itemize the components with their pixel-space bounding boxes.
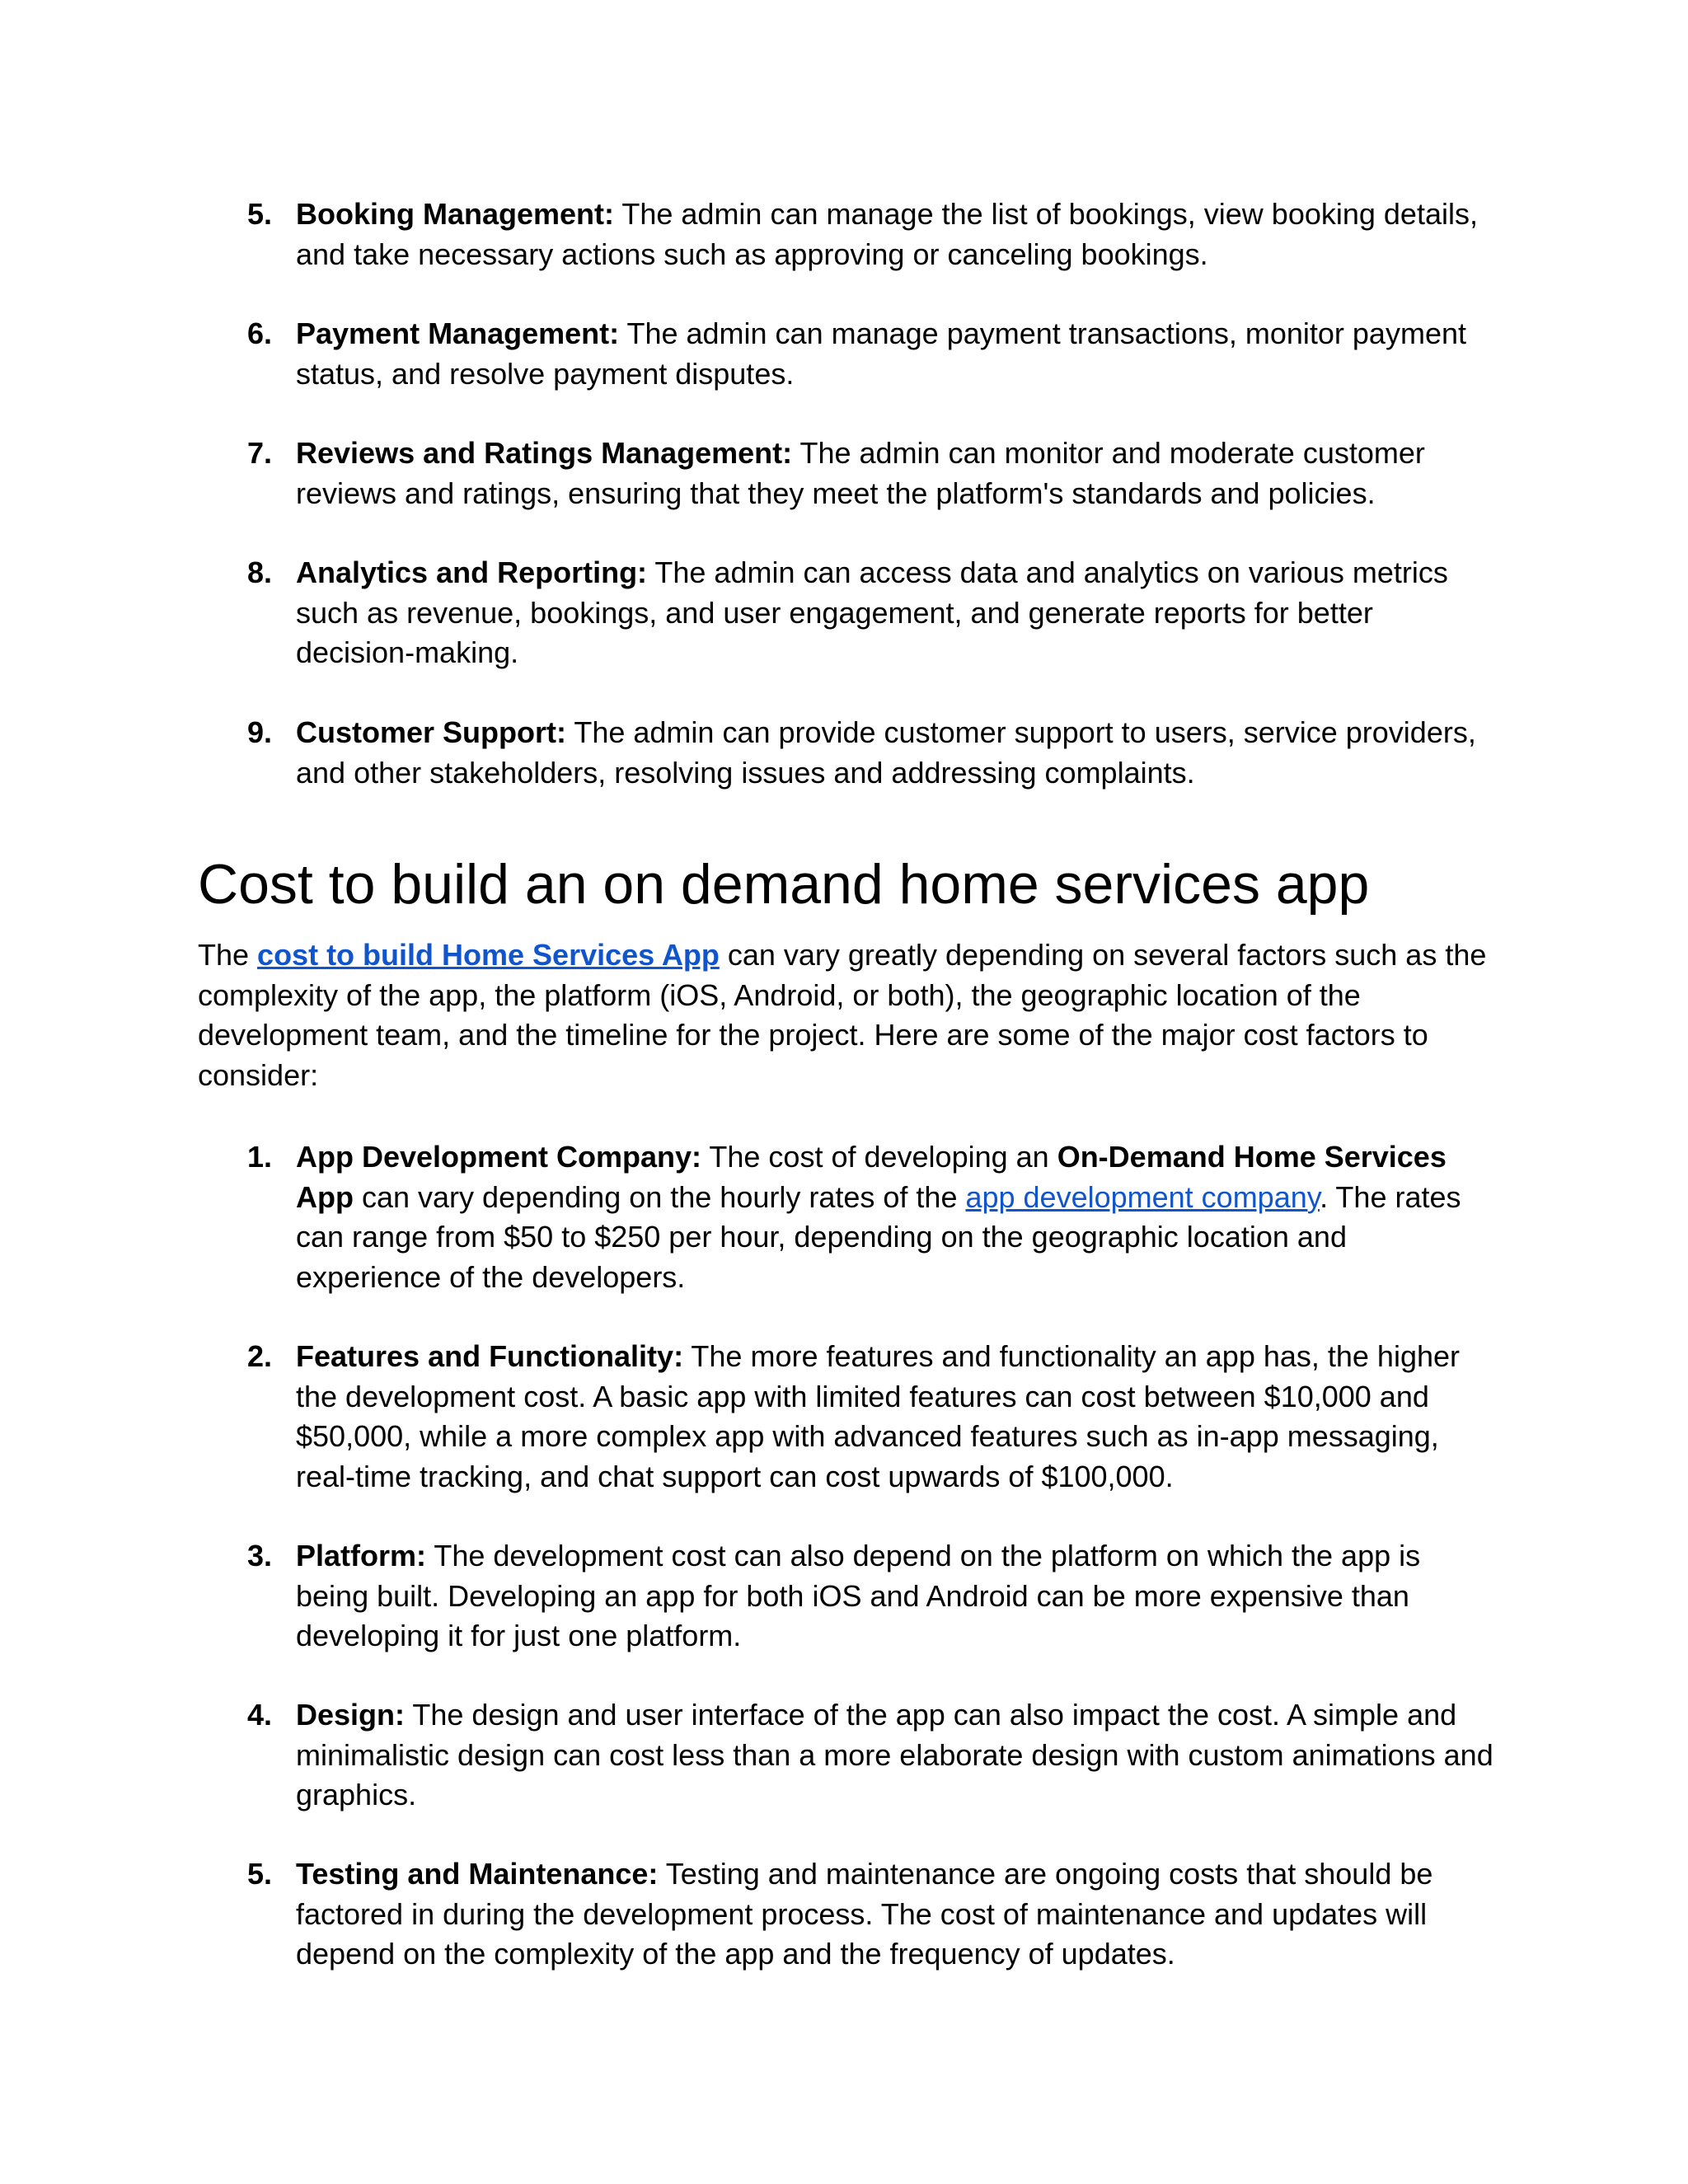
list-number: 3. <box>247 1539 273 1572</box>
list-item-description: The more features and functionality an app has, the higher the development cost. A basic app with limited features can cost between $10,000 and $50,000, while a more complex app with advanced features such as in-app messaging, real-time tracking, and chat support can cost upwards of $100,000. <box>296 1339 1461 1493</box>
list-item-description: The development cost can also depend on the platform on which the app is being built. Developing an app for both iOS and Android can be more expensive than developing it for just one platform. <box>296 1539 1421 1652</box>
list-number: 1. <box>247 1140 273 1174</box>
list-item-title: Design: <box>296 1698 406 1732</box>
list-item-title: Booking Management: <box>296 197 615 231</box>
list-item-description: Testing and maintenance are ongoing costs that should be factored in during the development process. The cost of maintenance and updates will depend on the complexity of the app and the frequency of updates. <box>296 1857 1433 1971</box>
list-item-title: Platform: <box>296 1539 427 1572</box>
app-name-bold: On-Demand Home Services App <box>296 1140 1447 1214</box>
list-item-body <box>296 1854 1499 1975</box>
list-item-description: The design and user interface of the app can also impact the cost. A simple and minimalistic design can cost less than a more elaborate design with custom animations and graphics. <box>296 1698 1493 1811</box>
intro-paragraph <box>198 935 1500 1095</box>
app-development-company-link[interactable]: app development company <box>965 1179 1320 1214</box>
intro-prefix: The <box>198 938 258 972</box>
list-item-body <box>296 434 1499 513</box>
list-item-body <box>296 553 1499 673</box>
list-item-description: The admin can access data and analytics on various metrics such as revenue, bookings, and user engagement, and generate reports for better decision-making. <box>296 555 1448 669</box>
list-item-body <box>296 1536 1499 1657</box>
list-item-description: The admin can monitor and moderate customer reviews and ratings, ensuring that they meet the platform's standards and policies. <box>296 436 1425 510</box>
list-number: 5. <box>247 197 273 231</box>
intro-suffix: can vary greatly depending on several factors such as the complexity of the app, the platform (iOS, Android, or both), the geographic location of the development team, and the timeline for the project. Here are some of the major cost factors to consider: <box>198 938 1487 1092</box>
list-item-body <box>296 1337 1499 1497</box>
list-item-title: App Development Company: <box>296 1140 702 1174</box>
list-item-body <box>296 194 1499 274</box>
list-item-description: The cost of developing an <box>701 1140 1057 1174</box>
list-item-description: The admin can provide customer support to users, service providers, and other stakeholders, resolving issues and addressing complaints. <box>296 715 1476 790</box>
list-item-description: . The rates can range from $50 to $250 per hour, depending on the geographic location and experience of the developers. <box>296 1179 1461 1294</box>
list-number: 6. <box>247 316 273 350</box>
list-item-body <box>296 713 1499 793</box>
list-item-body <box>296 1137 1499 1297</box>
list-item-title: Analytics and Reporting: <box>296 555 648 589</box>
section-heading: Cost to build an on demand home services app <box>198 853 1370 916</box>
list-item-body <box>296 1695 1499 1816</box>
cost-to-build-link[interactable]: cost to build Home Services App <box>257 938 720 972</box>
list-item-description: can vary depending on the hourly rates of the <box>353 1179 966 1214</box>
list-item-title: Customer Support: <box>296 715 566 749</box>
list-number: 7. <box>247 436 273 470</box>
list-number: 9. <box>247 715 273 749</box>
list-number: 2. <box>247 1339 273 1373</box>
list-item-title: Reviews and Ratings Management: <box>296 436 793 470</box>
list-item-title: Features and Functionality: <box>296 1339 684 1373</box>
list-item-title: Testing and Maintenance: <box>296 1857 659 1891</box>
list-item-description: The admin can manage payment transactions, monitor payment status, and resolve payment disputes. <box>296 316 1466 391</box>
list-item-title: Payment Management: <box>296 316 620 350</box>
list-number: 4. <box>247 1698 273 1732</box>
list-number: 8. <box>247 555 273 589</box>
list-item-body <box>296 314 1499 394</box>
list-number: 5. <box>247 1857 273 1891</box>
list-item-description: The admin can manage the list of bookings, view booking details, and take necessary actions such as approving or canceling bookings. <box>296 197 1478 271</box>
